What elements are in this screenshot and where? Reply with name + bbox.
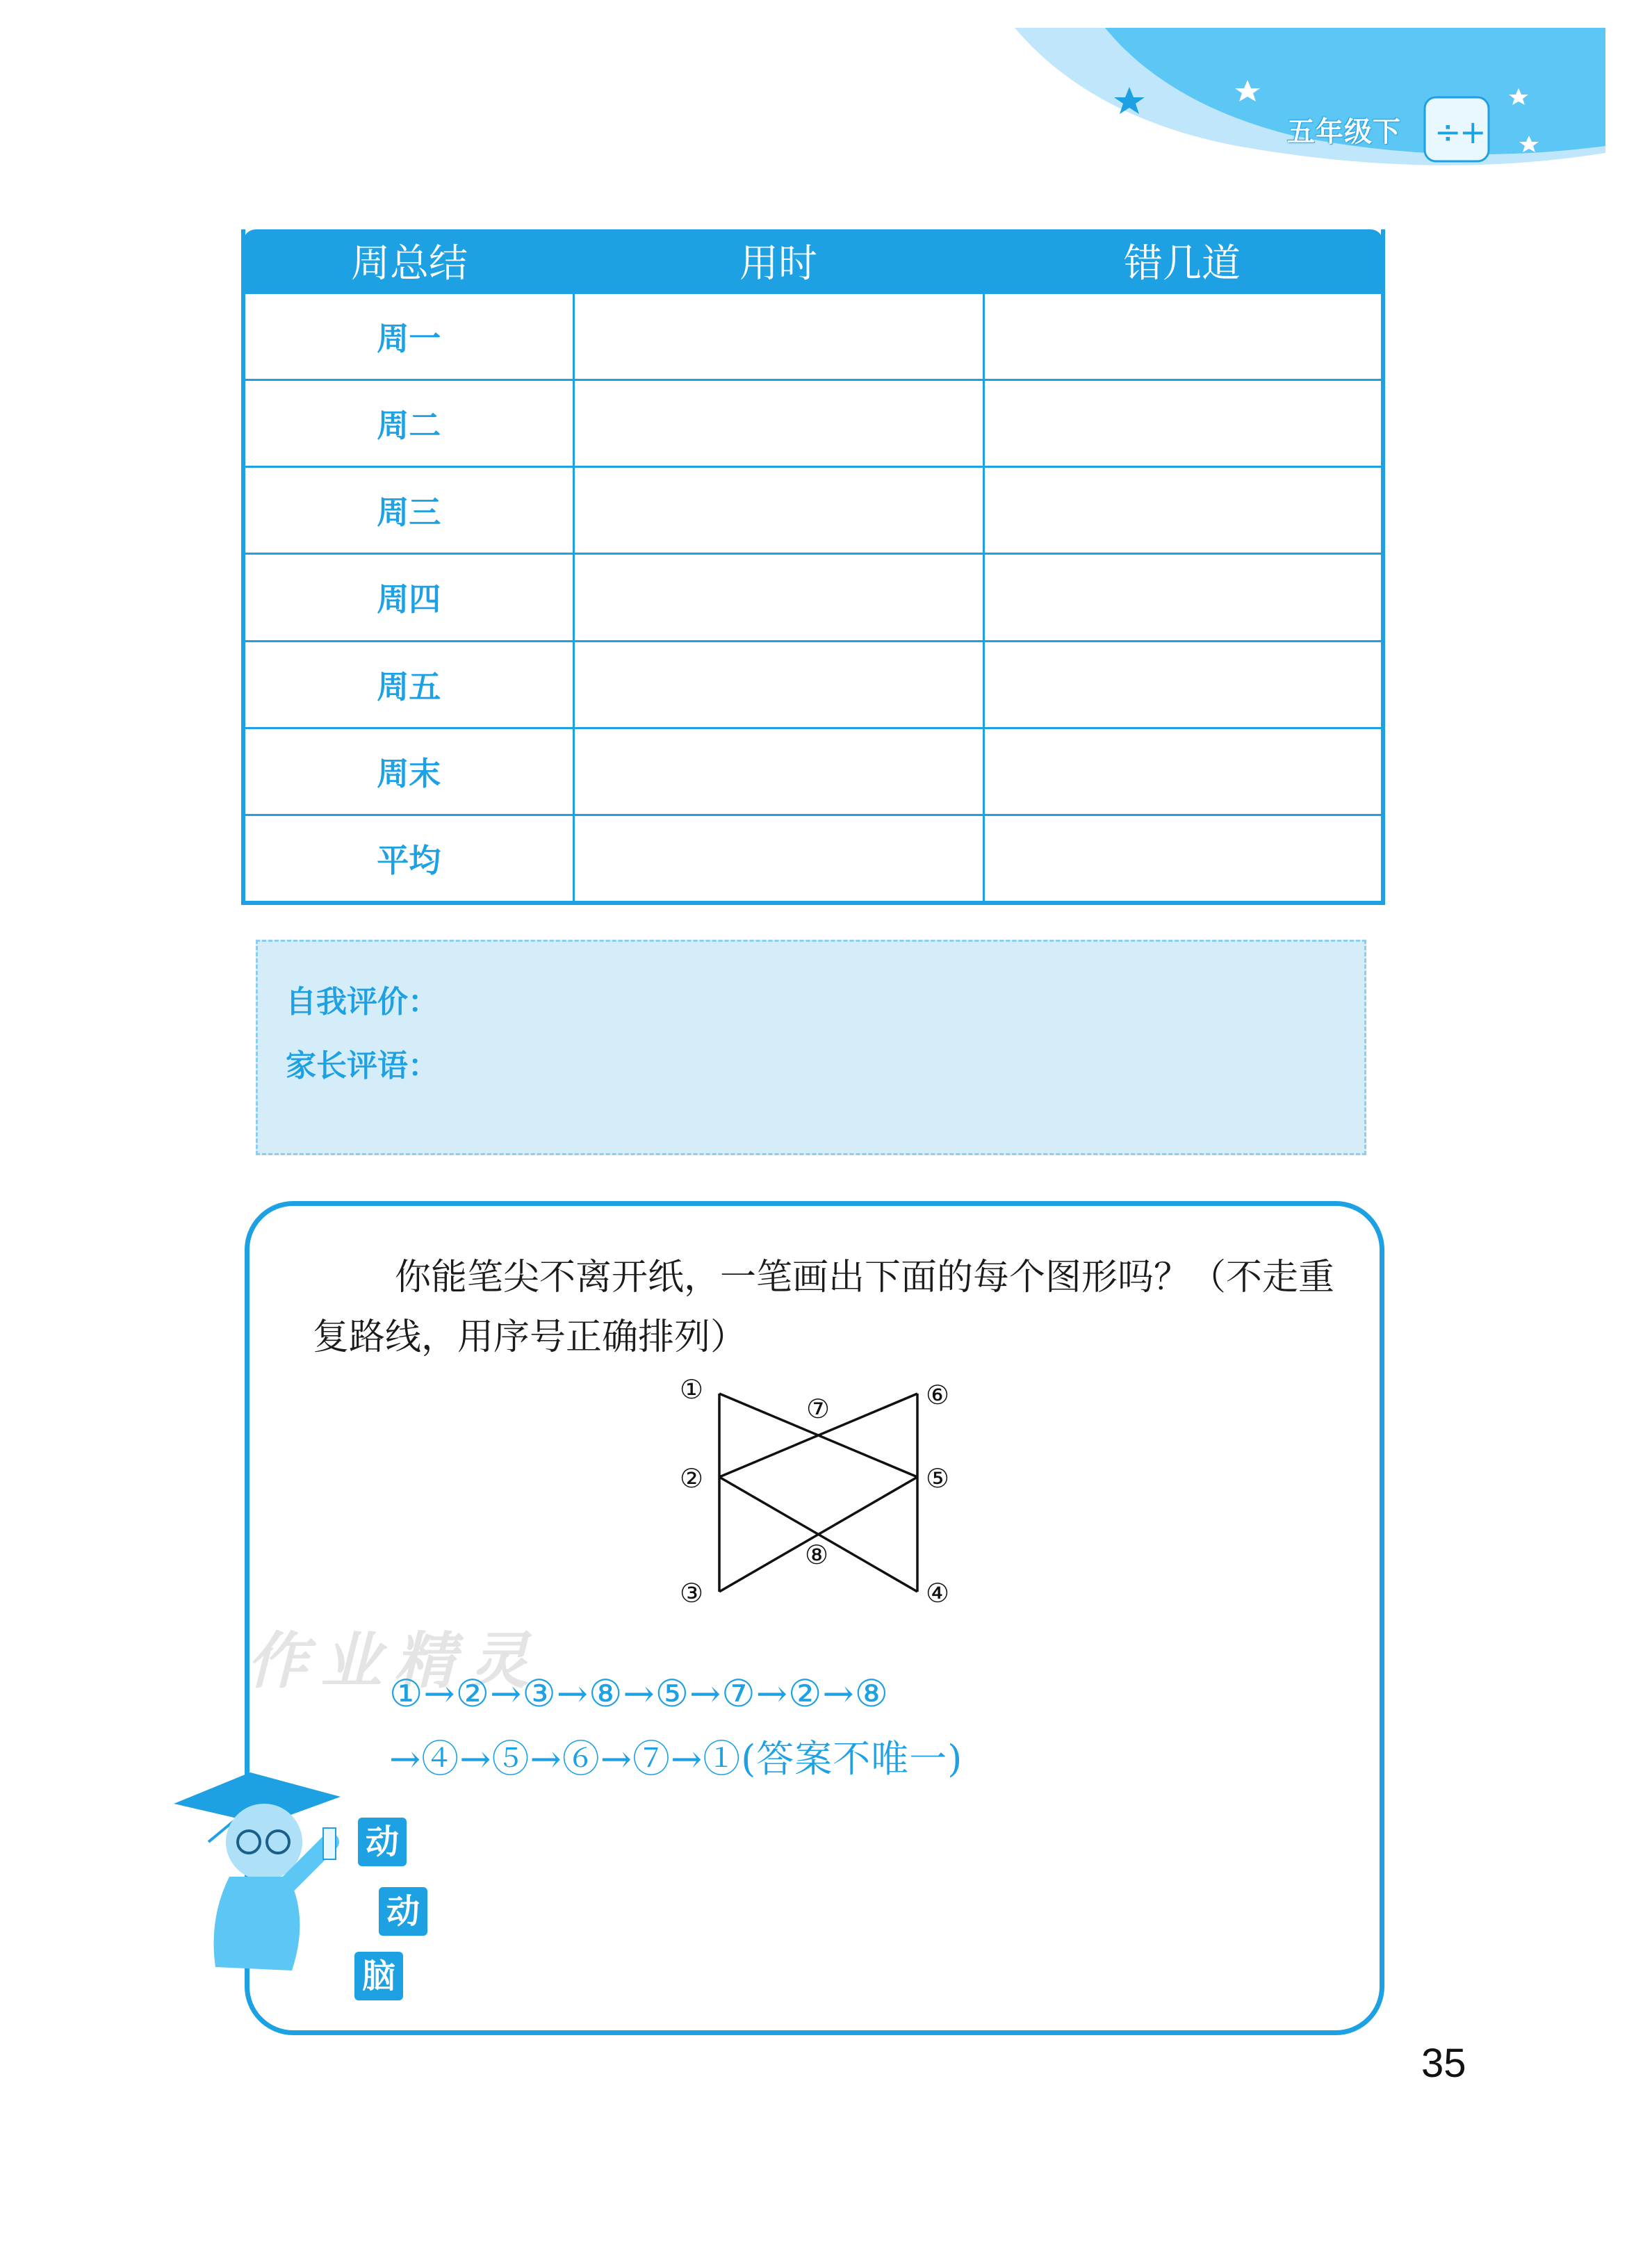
node-label-1: ① (680, 1374, 704, 1405)
node-label-5: ⑤ (926, 1463, 950, 1494)
errors-cell[interactable] (983, 293, 1383, 380)
tag-dong-2: 动 (379, 1887, 427, 1936)
table-row (243, 641, 1383, 728)
grade-label: 五年级下 (1287, 116, 1401, 148)
column-header-errors: 错几道 (983, 229, 1383, 293)
tag-nao: 脑 (354, 1952, 403, 2000)
time-cell[interactable] (573, 467, 983, 554)
table-row (243, 467, 1383, 554)
errors-cell[interactable] (983, 380, 1383, 467)
time-cell[interactable] (573, 815, 983, 903)
node-label-7: ⑦ (806, 1394, 831, 1424)
evaluation-panel[interactable] (256, 940, 1366, 1155)
time-cell[interactable] (573, 293, 983, 380)
row-label-monday: 周一 (243, 293, 573, 380)
node-label-6: ⑥ (926, 1380, 950, 1410)
tag-dong-1: 动 (358, 1818, 407, 1866)
node-label-8: ⑧ (805, 1540, 829, 1570)
table-row (243, 380, 1383, 467)
table-header-row (243, 229, 1383, 293)
answer-line-2: →④→⑤→⑥→⑦→①(答案不唯一) (389, 1737, 963, 1781)
errors-cell[interactable] (983, 728, 1383, 815)
answer-line-1: ①→②→③→⑧→⑤→⑦→②→⑧ (389, 1672, 890, 1715)
row-label-friday: 周五 (243, 641, 573, 728)
column-header-summary: 周总结 (243, 229, 573, 293)
node-label-2: ② (680, 1463, 704, 1494)
parent-comment-label: 家长评语： (286, 1048, 439, 1084)
node-label-3: ③ (680, 1578, 704, 1608)
one-stroke-figure (667, 1362, 966, 1626)
row-label-thursday: 周四 (243, 554, 573, 641)
header-banner (1015, 21, 1612, 181)
row-label-weekend: 周末 (243, 728, 573, 815)
weekly-summary-table (241, 229, 1385, 905)
errors-cell[interactable] (983, 554, 1383, 641)
time-cell[interactable] (573, 554, 983, 641)
math-cube-icon (1425, 97, 1489, 161)
row-label-tuesday: 周二 (243, 380, 573, 467)
puzzle-question: 你能笔尖不离开纸，一笔画出下面的每个图形吗？（不走重复路线，用序号正确排列） (313, 1257, 1335, 1358)
errors-cell[interactable] (983, 815, 1383, 903)
page-number: 35 (1421, 2041, 1466, 2086)
student-mascot-icon (167, 1738, 459, 2016)
svg-text:÷: ÷ (1434, 113, 1462, 151)
column-header-time: 用时 (573, 229, 983, 293)
node-label-4: ④ (926, 1578, 950, 1608)
row-label-average: 平均 (243, 815, 573, 903)
errors-cell[interactable] (983, 641, 1383, 728)
time-cell[interactable] (573, 380, 983, 467)
table-row (243, 554, 1383, 641)
time-cell[interactable] (573, 728, 983, 815)
table-row (243, 728, 1383, 815)
self-evaluation-label: 自我评价： (286, 984, 439, 1020)
row-label-wednesday: 周三 (243, 467, 573, 554)
svg-text:+: + (1459, 113, 1487, 151)
errors-cell[interactable] (983, 467, 1383, 554)
table-row (243, 815, 1383, 903)
time-cell[interactable] (573, 641, 983, 728)
watermark: 作业精灵 (247, 1624, 542, 1697)
table-row (243, 293, 1383, 380)
